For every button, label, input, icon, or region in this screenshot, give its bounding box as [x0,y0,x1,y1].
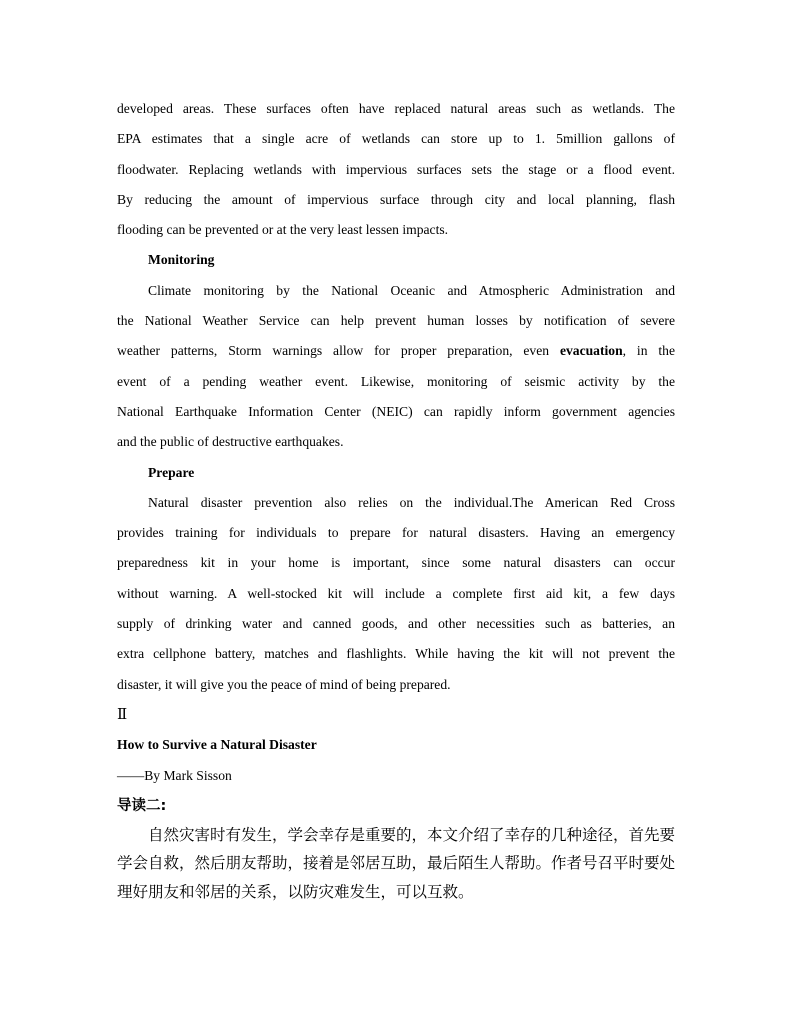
section-heading-prepare: Prepare [148,464,195,480]
text-line: without warning. A well-stocked kit will include a complete first aid kit, a few days [117,585,675,601]
text-line: developed areas. These surfaces often have replaced natural areas such as wetlands. The [117,101,675,116]
text-line: event of a pending weather event. Likewise, monitoring of seismic activity by the [117,373,675,389]
article-title: How to Survive a Natural Disaster [117,737,317,753]
text-line: EPA estimates that a single acre of wetlands can store up to 1. 5million gallons of [117,131,675,147]
document-body [117,94,675,906]
text-line: the National Weather Service can help prevent human losses by notification of severe [117,313,675,329]
section-heading-monitoring: Monitoring [148,252,215,268]
text-line: provides training for individuals to prepare for natural disasters. Having an emergency [117,525,675,541]
text-line: floodwater. Replacing wetlands with impervious surfaces sets the stage or a flood event. [117,161,675,177]
text-line: National Earthquake Information Center (NEIC) can rapidly inform government agencies [117,403,675,419]
text-line: disaster, it will give you the peace of mind of being prepared. [117,676,451,692]
paragraph-monitoring [117,276,675,458]
text-line: By reducing the amount of impervious surface through city and local planning, flash [117,191,675,207]
guide-paragraph [117,821,675,907]
text-line: flooding can be prevented or at the very least lessen impacts. [117,222,449,238]
text-line: and the public of destructive earthquakes. [117,434,344,450]
text-line: 自然灾害时有发生，学会幸存是重要的，本文介绍了幸存的几种途径，首先要 [148,825,676,844]
text-line: Natural disaster prevention also relies on the individual.The American Red Cross [148,494,675,510]
text-fragment: weather patterns, Storm warnings allow for proper preparation, even [117,343,560,359]
text-line: extra cellphone battery, matches and flashlights. While having the kit will not prevent the [117,646,675,662]
section-number: Ⅱ [117,706,128,723]
text-line: 学会自救，然后朋友帮助，接着是邻居互助，最后陌生人帮助。作者号召平时要处 [117,854,676,873]
paragraph-prepare [117,488,675,700]
text-line: preparedness kit in your home is important, since some natural disasters can occur [117,555,675,571]
bold-word-evacuation: evacuation [559,343,623,359]
article-author: ——By Mark Sisson [117,767,232,783]
text-line: supply of drinking water and canned goods, and other necessities such as batteries, an [117,616,675,632]
guide-heading: 导读二: [117,797,167,814]
paragraph-impervious-surfaces [117,94,675,245]
text-line: 理好朋友和邻居的关系，以防灾难发生，可以互救。 [117,882,474,901]
text-line [117,336,675,366]
text-line: Climate monitoring by the National Oceanic and Atmospheric Administration and [148,282,675,298]
text-fragment: , in the [622,343,675,359]
